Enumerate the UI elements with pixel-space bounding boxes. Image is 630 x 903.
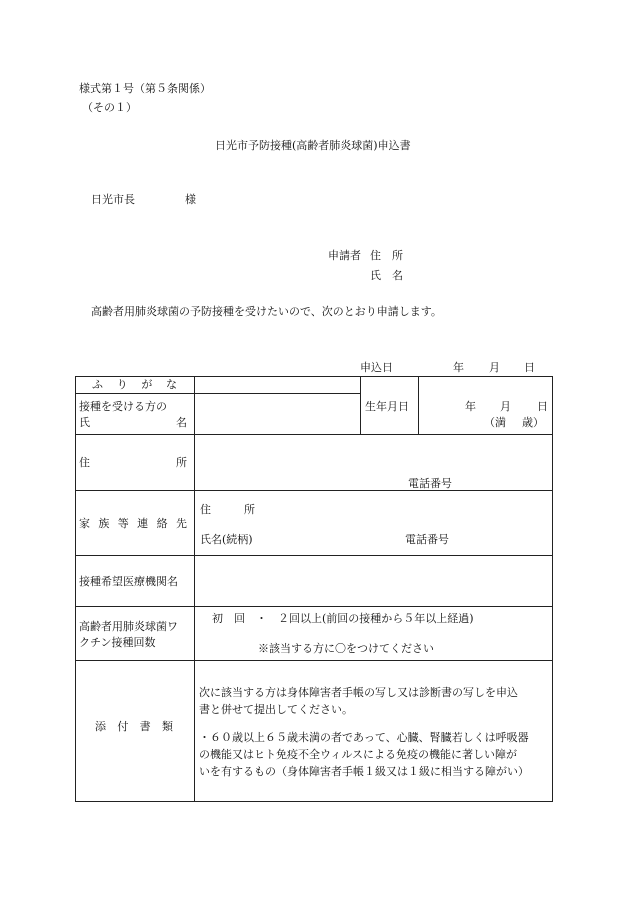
family-phone-label: 電話番号 (405, 533, 449, 546)
count-label-line2: クチン接種回数 (79, 636, 156, 649)
applicant-label: 申請者 (328, 249, 361, 262)
page-title: 日光市予防接種(高齢者肺炎球菌)申込書 (215, 139, 411, 152)
applicant-name-label: 氏 名 (370, 269, 403, 282)
birth-month-label: 月 (500, 400, 511, 413)
furigana-label: ふ り が な (92, 378, 177, 391)
attachment-text-line4: の機能又はヒト免疫不全ウィルスによる免疫の機能に著しい障が (199, 748, 518, 761)
form-sub-number: （その１） (82, 101, 137, 114)
attachment-text-line3: ・６０歳以上６５歳未満の者であって、心臓、腎臓若しくは呼吸器 (199, 731, 529, 744)
birth-year-label: 年 (465, 400, 476, 413)
applicant-address-label: 住 所 (370, 249, 403, 262)
recipient-label-line1: 接種を受ける方の (79, 400, 167, 413)
address-label: 住 所 (79, 456, 187, 469)
form-number: 様式第１号（第５条関係） (79, 82, 211, 95)
age-close-label: 歳） (522, 416, 544, 429)
count-note: ※該当する方に〇をつけてください (258, 642, 434, 655)
addressee-name: 日光市長 (91, 193, 135, 206)
count-label-line1: 高齢者用肺炎球菌ワ (79, 620, 178, 633)
family-contact-label: 家 族 等 連 絡 先 (79, 517, 187, 530)
application-date-label: 申込日 (360, 361, 393, 374)
count-options[interactable]: 初 回 ・ ２回以上(前回の接種から５年以上経過) (212, 612, 474, 625)
attachment-text-line2: 書と併せて提出してください。 (199, 703, 353, 716)
family-address-label: 住 所 (200, 503, 255, 516)
family-name-label: 氏名(続柄) (200, 533, 253, 546)
attachment-label: 添 付 書 類 (95, 720, 173, 733)
address-field[interactable] (196, 436, 550, 489)
application-date-day: 日 (524, 361, 535, 374)
clinic-label: 接種希望医療機関名 (79, 575, 178, 588)
intro-text: 高齢者用肺炎球菌の予防接種を受けたいので、次のとおり申請します。 (91, 305, 442, 318)
clinic-field[interactable] (196, 557, 550, 605)
attachment-text-line5: いを有するもの（身体障害者手帳１級又は１級に相当する障がい） (199, 765, 529, 778)
birthdate-field[interactable] (420, 378, 550, 433)
recipient-name-field[interactable] (196, 395, 358, 433)
birthdate-label: 生年月日 (365, 400, 409, 413)
attachment-text-line1: 次に該当する方は身体障害者手帳の写し又は診断書の写しを申込 (199, 686, 518, 699)
birth-day-label: 日 (537, 400, 548, 413)
application-date-year: 年 (453, 361, 464, 374)
furigana-field[interactable] (196, 378, 358, 392)
age-open-label: （満 (484, 416, 506, 429)
recipient-label-line2: 氏 名 (79, 416, 187, 429)
addressee-honorific: 様 (185, 193, 196, 206)
address-phone-label: 電話番号 (408, 477, 452, 490)
family-contact-field[interactable] (196, 492, 550, 554)
application-date-month: 月 (489, 361, 500, 374)
